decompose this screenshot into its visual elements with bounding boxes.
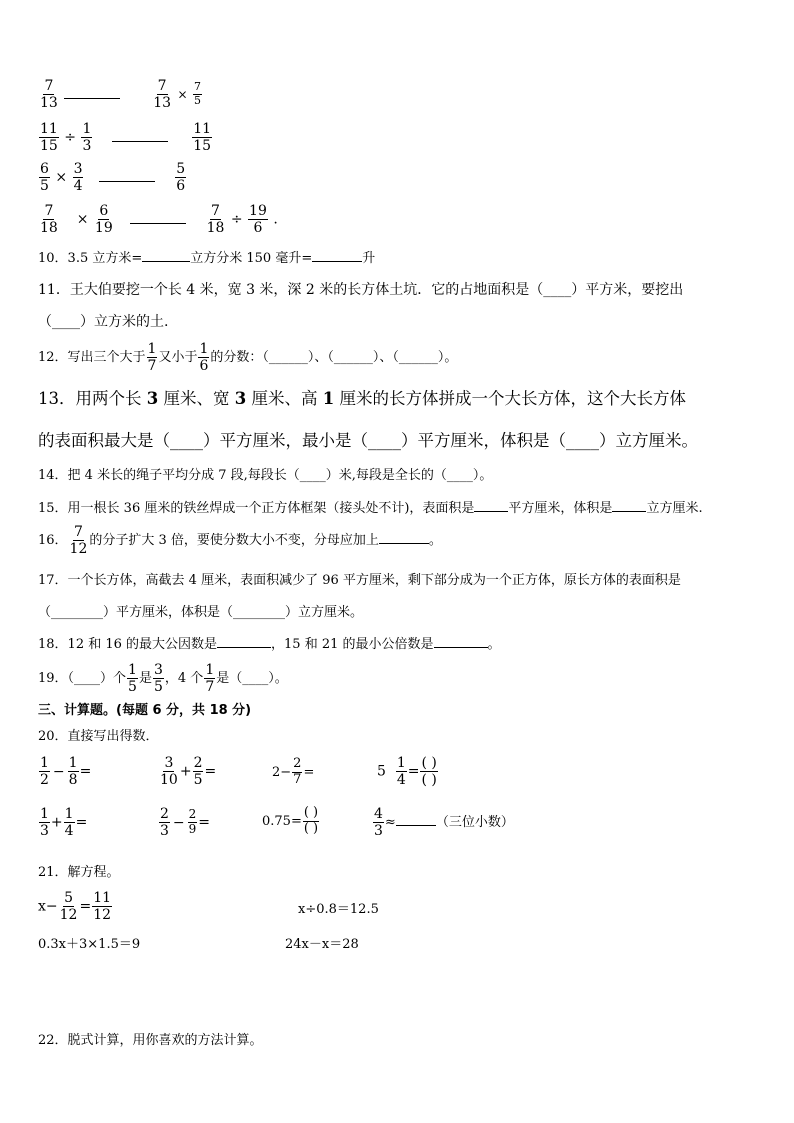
question-19: 19．（____）个 $\frac{1}{5}$ 是 $\frac{3}{5}$ ，4 个 $\frac{1}{7}$ 是（____）。 xyxy=(38,662,288,696)
calc-item: 5 $\frac{1}{4}$ = $\frac{( )}{( )}$ xyxy=(377,755,437,789)
question-13-line-2: 的表面积最大是（____）平方厘米，最小是（____）平方厘米，体积是（____）立方厘米。 xyxy=(38,431,698,450)
calc-item: $\frac{2}{3}$ − $\frac{2}{9}$ = xyxy=(160,806,211,840)
answer-blank[interactable] xyxy=(130,223,186,224)
fraction: $\frac{7}{18}$ xyxy=(206,203,225,237)
fraction: $\frac{1}{5}$ xyxy=(128,662,137,696)
fraction: $\frac{2}{7}$ xyxy=(293,756,302,787)
fraction: $\frac{11}{15}$ xyxy=(193,121,212,155)
calc-item: 0.75= $\frac{( )}{( )}$ xyxy=(262,805,319,836)
answer-blank[interactable] xyxy=(64,98,120,99)
fraction: $\frac{1}{2}$ xyxy=(40,755,49,789)
question-20-title: 20．直接写出得数． xyxy=(38,729,159,744)
fraction: $\frac{1}{7}$ xyxy=(147,341,157,375)
answer-blank[interactable] xyxy=(396,825,436,826)
fraction: $\frac{1}{4}$ xyxy=(64,806,74,840)
question-10: 10．3.5 立方米= 立方分米 150 毫升= 升 xyxy=(38,251,376,266)
fraction: $\frac{7}{13}$ xyxy=(153,78,172,112)
equation-4: 24x－x＝28 xyxy=(285,937,359,952)
question-12: 12．写出三个大于 $\frac{1}{7}$ 又小于 $\frac{1}{6}$ 的分数：（______）、（______）、（______）。 xyxy=(38,341,458,375)
answer-blank[interactable] xyxy=(142,261,190,262)
equation-2: x÷0.8＝12.5 xyxy=(298,902,379,917)
calc-item: $\frac{1}{3}$ + $\frac{1}{4}$ = xyxy=(40,806,88,840)
question-11: 11．王大伯要挖一个长 4 米，宽 3 米，深 2 米的长方体土坑．它的占地面积是（____）平方米，要挖出 xyxy=(38,282,684,298)
fraction: $\frac{5}{12}$ xyxy=(59,890,78,924)
compare-row-3: $\frac{6}{5}$ × $\frac{3}{4}$ $\frac{5}{6}$ xyxy=(40,161,186,195)
fraction: $\frac{7}{5}$ xyxy=(193,80,201,108)
question-21-title: 21．解方程。 xyxy=(38,865,120,880)
fraction: $\frac{5}{6}$ xyxy=(176,161,186,195)
compare-row-4: $\frac{7}{18}$ × $\frac{6}{19}$ $\frac{7}{18}$ ÷ $\frac{19}{6}$ . xyxy=(40,203,278,237)
fraction: $\frac{2}{9}$ xyxy=(188,807,197,837)
calc-item: $\frac{4}{3}$ ≈ （三位小数） xyxy=(374,806,514,840)
fraction: $\frac{3}{5}$ xyxy=(153,662,163,696)
answer-blank[interactable] xyxy=(379,543,429,544)
fraction: $\frac{7}{12}$ xyxy=(69,524,88,558)
section-3-heading: 三、计算题。(每题 6 分，共 18 分) xyxy=(38,703,252,718)
fraction: $\frac{11}{15}$ xyxy=(40,121,58,155)
fraction: $\frac{1}{3}$ xyxy=(40,806,49,840)
fraction: $\frac{6}{19}$ xyxy=(94,203,113,237)
equation-1: x− $\frac{5}{12}$ = $\frac{11}{12}$ xyxy=(38,890,112,924)
answer-blank[interactable] xyxy=(312,261,362,262)
fraction: $\frac{6}{5}$ xyxy=(40,161,49,195)
equation-3: 0.3x＋3×1.5＝9 xyxy=(38,937,141,952)
answer-blank[interactable] xyxy=(99,181,155,182)
answer-blank[interactable] xyxy=(474,511,508,512)
fraction: $\frac{7}{13}$ xyxy=(40,78,58,112)
question-13: 13．用两个长 3 厘米、宽 3 厘米、高 1 厘米的长方体拼成一个大长方体，这个大长方体 xyxy=(38,389,686,408)
question-18: 18．12 和 16 的最大公因数是 ，15 和 21 的最小公倍数是 。 xyxy=(38,637,501,652)
fraction: $\frac{19}{6}$ xyxy=(249,203,267,237)
compare-row-2: $\frac{11}{15}$ ÷ $\frac{1}{3}$ $\frac{11}{15}$ xyxy=(40,121,212,155)
answer-blank[interactable] xyxy=(434,647,488,648)
answer-blank[interactable] xyxy=(217,647,271,648)
fraction: $\frac{2}{5}$ xyxy=(193,755,203,789)
fraction: $\frac{1}{7}$ xyxy=(205,662,215,696)
fraction: $\frac{3}{10}$ xyxy=(160,755,178,789)
calc-item: $\frac{3}{10}$ + $\frac{2}{5}$ = xyxy=(160,755,217,789)
question-17: 17．一个长方体，高截去 4 厘米，表面积减少了 96 平方厘米，剩下部分成为一个正方体，原长方体的表面积是 xyxy=(38,573,681,588)
fraction: $\frac{11}{12}$ xyxy=(93,890,112,924)
answer-fraction[interactable]: $\frac{( )}{( )}$ xyxy=(421,755,437,789)
compare-row-1: $\frac{7}{13}$ $\frac{7}{13}$ × $\frac{7}{5}$ xyxy=(40,78,201,112)
fraction: $\frac{3}{4}$ xyxy=(73,161,83,195)
question-15: 15．用一根长 36 厘米的铁丝焊成一个正方体框架（接头处不计)，表面积是 平方厘米，体积是 立方厘米. xyxy=(38,501,703,516)
fraction: $\frac{1}{4}$ xyxy=(396,755,406,789)
answer-fraction[interactable]: $\frac{( )}{( )}$ xyxy=(303,805,319,836)
calc-item: 2− $\frac{2}{7}$ = xyxy=(272,756,315,787)
question-22-title: 22．脱式计算，用你喜欢的方法计算。 xyxy=(38,1033,263,1048)
fraction: $\frac{2}{3}$ xyxy=(160,806,169,840)
fraction: $\frac{1}{3}$ xyxy=(82,121,92,155)
question-11-line-2: （____）立方米的土. xyxy=(38,314,169,330)
calc-item: $\frac{1}{2}$ − $\frac{1}{8}$ = xyxy=(40,755,92,789)
question-16: 16． $\frac{7}{12}$ 的分子扩大 3 倍，要使分数大小不变，分母应加上 。 xyxy=(38,524,442,558)
fraction: $\frac{4}{3}$ xyxy=(374,806,383,840)
answer-blank[interactable] xyxy=(612,511,646,512)
fraction: $\frac{7}{18}$ xyxy=(40,203,58,237)
question-17-line-2: （________）平方厘米，体积是（________）立方厘米。 xyxy=(38,605,364,620)
fraction: $\frac{1}{6}$ xyxy=(199,341,209,375)
answer-blank[interactable] xyxy=(112,141,168,142)
fraction: $\frac{1}{8}$ xyxy=(68,755,78,789)
question-14: 14．把 4 米长的绳子平均分成 7 段,每段长（____）米,每段是全长的（____）。 xyxy=(38,468,493,483)
